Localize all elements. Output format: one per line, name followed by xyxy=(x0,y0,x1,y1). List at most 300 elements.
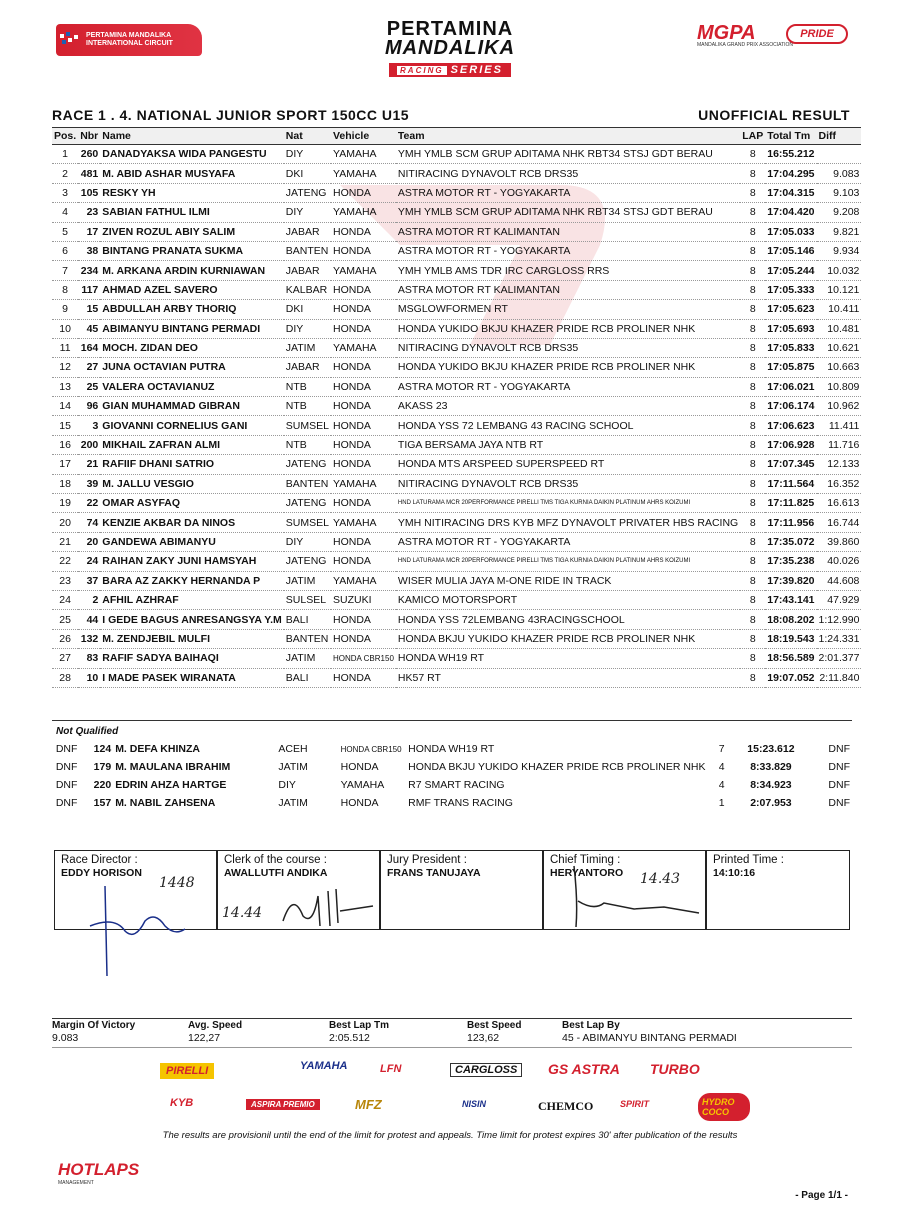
diff-cell: DNF xyxy=(828,797,850,809)
position-cell: 20 xyxy=(52,513,78,532)
position-cell: 4 xyxy=(52,203,78,222)
lap-cell: 4 xyxy=(718,761,725,773)
clerk-handwritten-time: 14.44 xyxy=(222,905,263,921)
clerk-signature-icon xyxy=(278,881,378,931)
position-cell: 24 xyxy=(52,590,78,609)
number-cell: 179 xyxy=(93,761,112,773)
team-cell: NITIRACING DYNAVOLT RCB DRS35 xyxy=(396,164,740,183)
margin-label: Margin Of Victory xyxy=(52,1020,136,1031)
table-row xyxy=(52,758,852,776)
lap-cell: 8 xyxy=(740,416,765,435)
sponsor-logo: YAMAHA xyxy=(300,1060,348,1072)
nationality-cell: JATIM xyxy=(278,761,308,773)
position-cell: 5 xyxy=(52,222,78,241)
avg-speed-label: Avg. Speed xyxy=(188,1020,243,1031)
team-cell: ASTRA MOTOR RT - YOGYAKARTA xyxy=(396,532,740,551)
table-row xyxy=(52,397,861,416)
table-row xyxy=(52,668,861,687)
diff-cell: 1:12.990 xyxy=(817,610,862,629)
table-row xyxy=(52,338,861,357)
diff-cell: 9.103 xyxy=(817,183,862,202)
results-table xyxy=(52,127,861,688)
table-row xyxy=(52,416,861,435)
sponsor-logo: HYDRO COCO xyxy=(698,1093,750,1121)
rider-name-cell: ABDULLAH ARBY THORIQ xyxy=(100,300,284,319)
diff-cell: 2:01.377 xyxy=(817,649,862,668)
vehicle-cell: HONDA CBR150 xyxy=(340,744,402,754)
nationality-cell: NTB xyxy=(284,377,331,396)
lap-cell: 8 xyxy=(740,183,765,202)
total-time-cell: 17:05.333 xyxy=(765,280,816,299)
team-cell: YMH NITIRACING DRS KYB MFZ DYNAVOLT PRIVATER HBS RACING xyxy=(396,513,740,532)
rider-name-cell: I MADE PASEK WIRANATA xyxy=(100,668,284,687)
nationality-cell: NTB xyxy=(284,397,331,416)
number-cell: 15 xyxy=(78,300,100,319)
position-cell: DNF xyxy=(55,779,78,791)
lap-cell: 8 xyxy=(740,455,765,474)
page-number: - Page 1/1 - xyxy=(795,1190,848,1201)
not-qualified-label: Not Qualified xyxy=(56,726,119,737)
col-total-time: Total Tm xyxy=(765,128,816,145)
number-cell: 220 xyxy=(93,779,112,791)
sponsor-logos xyxy=(150,1055,750,1127)
team-cell: HONDA MTS ARSPEED SUPERSPEED RT xyxy=(396,455,740,474)
rider-name-cell: MIKHAIL ZAFRAN ALMI xyxy=(100,435,284,454)
nationality-cell: DKI xyxy=(284,164,331,183)
table-row xyxy=(52,513,861,532)
vehicle-cell: HONDA xyxy=(331,377,396,396)
chief-timing-signature-icon xyxy=(564,861,704,929)
total-time-cell: 17:05.146 xyxy=(765,241,816,260)
team-cell: ASTRA MOTOR RT - YOGYAKARTA xyxy=(396,183,740,202)
rider-name-cell: M. DEFA KHINZA xyxy=(115,743,200,755)
diff-cell: 16.352 xyxy=(817,474,862,493)
table-row xyxy=(52,532,861,551)
rider-name-cell: GIAN MUHAMMAD GIBRAN xyxy=(100,397,284,416)
number-cell: 157 xyxy=(93,797,112,809)
best-lap-label: Best Lap Tm xyxy=(329,1020,390,1031)
team-cell: HONDA BKJU YUKIDO KHAZER PRIDE RCB PROLINER NHK xyxy=(396,629,740,648)
table-row xyxy=(52,740,852,758)
position-cell: 3 xyxy=(52,183,78,202)
diff-cell: 9.208 xyxy=(817,203,862,222)
total-time-cell: 17:05.693 xyxy=(765,319,816,338)
position-cell: 17 xyxy=(52,455,78,474)
lap-cell: 8 xyxy=(740,145,765,164)
page-header xyxy=(0,0,900,100)
position-cell: 28 xyxy=(52,668,78,687)
vehicle-cell: HONDA xyxy=(331,280,396,299)
series-badge xyxy=(389,63,511,77)
lap-cell: 8 xyxy=(740,649,765,668)
diff-cell: 12.133 xyxy=(817,455,862,474)
total-time-cell: 17:04.315 xyxy=(765,183,816,202)
total-time-cell: 17:39.820 xyxy=(765,571,816,590)
team-cell: WISER MULIA JAYA M-ONE RIDE IN TRACK xyxy=(396,571,740,590)
diff-cell: 10.663 xyxy=(817,358,862,377)
rider-name-cell: GIOVANNI CORNELIUS GANI xyxy=(100,416,284,435)
team-cell: HONDA YUKIDO BKJU KHAZER PRIDE RCB PROLINER NHK xyxy=(396,319,740,338)
nationality-cell: JATENG xyxy=(284,183,331,202)
table-row xyxy=(52,377,861,396)
vehicle-cell: HONDA xyxy=(331,300,396,319)
diff-cell: 16.613 xyxy=(817,494,862,513)
margin-value: 9.083 xyxy=(52,1032,79,1044)
vehicle-cell: HONDA xyxy=(331,435,396,454)
circuit-logo-text: PERTAMINA MANDALIKA INTERNATIONAL CIRCUIT xyxy=(86,32,173,47)
lap-cell: 8 xyxy=(740,377,765,396)
table-row xyxy=(52,358,861,377)
best-lap-by xyxy=(562,1020,737,1044)
number-cell: 260 xyxy=(78,145,100,164)
lap-cell: 8 xyxy=(740,474,765,493)
rider-name-cell: AFHIL AZHRAF xyxy=(100,590,284,609)
team-cell: ASTRA MOTOR RT KALIMANTAN xyxy=(396,222,740,241)
table-row xyxy=(52,164,861,183)
chief-timing-box xyxy=(543,850,706,930)
hotlaps-logo-text: HOTLAPS xyxy=(58,1160,140,1179)
total-time-cell: 17:05.875 xyxy=(765,358,816,377)
best-speed-label: Best Speed xyxy=(467,1020,522,1031)
team-cell: HND LATURAMA MCR 20PERFORMANCE PIRELLI TMS TIGA KURNIA DAIKIN PLATINUM AHRS KOIZUMI xyxy=(396,494,740,513)
lap-cell: 8 xyxy=(740,358,765,377)
number-cell: 105 xyxy=(78,183,100,202)
rider-name-cell: GANDEWA ABIMANYU xyxy=(100,532,284,551)
nationality-cell: BANTEN xyxy=(284,474,331,493)
nationality-cell: JABAR xyxy=(284,222,331,241)
diff-cell: 10.411 xyxy=(817,300,862,319)
nationality-cell: JATENG xyxy=(284,552,331,571)
team-cell: HND LATURAMA MCR 20PERFORMANCE PIRELLI TMS TIGA KURNIA DAIKIN PLATINUM AHRS KOIZUMI xyxy=(396,552,740,571)
team-cell: ASTRA MOTOR RT - YOGYAKARTA xyxy=(396,377,740,396)
total-time-cell: 19:07.052 xyxy=(765,668,816,687)
nationality-cell: SULSEL xyxy=(284,590,331,609)
race-director-signature-icon xyxy=(85,881,195,981)
vehicle-cell: YAMAHA xyxy=(331,513,396,532)
table-row xyxy=(52,183,861,202)
number-cell: 74 xyxy=(78,513,100,532)
vehicle-cell: HONDA xyxy=(331,183,396,202)
hotlaps-logo-subtext: MANAGEMENT xyxy=(58,1180,94,1186)
sponsor-logo: TURBO xyxy=(650,1061,700,1077)
clerk-box xyxy=(217,850,380,930)
total-time-cell: 17:05.623 xyxy=(765,300,816,319)
sponsor-logo: MFZ xyxy=(355,1097,382,1112)
nationality-cell: NTB xyxy=(284,435,331,454)
diff-cell: 40.026 xyxy=(817,552,862,571)
nationality-cell: JATIM xyxy=(278,797,308,809)
racing-label: RACING xyxy=(397,66,447,75)
lap-cell: 8 xyxy=(740,397,765,416)
printed-time-value: 14:10:16 xyxy=(713,867,756,879)
rider-name-cell: M. JALLU VESGIO xyxy=(100,474,284,493)
number-cell: 45 xyxy=(78,319,100,338)
diff-cell: 16.744 xyxy=(817,513,862,532)
printed-time-label: Printed Time : xyxy=(713,854,784,866)
diff-cell: 10.621 xyxy=(817,338,862,357)
vehicle-cell: HONDA xyxy=(331,668,396,687)
table-row xyxy=(52,571,861,590)
sponsor-logo: ASPIRA PREMIO xyxy=(246,1099,320,1110)
number-cell: 83 xyxy=(78,649,100,668)
total-time-cell: 17:05.244 xyxy=(765,261,816,280)
rider-name-cell: MOCH. ZIDAN DEO xyxy=(100,338,284,357)
rider-name-cell: EDRIN AHZA HARTGE xyxy=(115,779,227,791)
number-cell: 20 xyxy=(78,532,100,551)
total-time-cell: 18:08.202 xyxy=(765,610,816,629)
number-cell: 22 xyxy=(78,494,100,513)
best-lap-time xyxy=(329,1020,389,1044)
position-cell: 22 xyxy=(52,552,78,571)
rider-name-cell: JUNA OCTAVIAN PUTRA xyxy=(100,358,284,377)
position-cell: 7 xyxy=(52,261,78,280)
table-row xyxy=(52,610,861,629)
team-cell: HONDA WH19 RT xyxy=(396,649,740,668)
nationality-cell: ACEH xyxy=(278,743,308,755)
not-qualified-table xyxy=(52,740,852,812)
table-row xyxy=(52,474,861,493)
circuit-dots-icon xyxy=(60,32,82,48)
clerk-name: AWALLUTFI ANDIKA xyxy=(224,867,328,879)
lap-cell: 8 xyxy=(740,552,765,571)
number-cell: 37 xyxy=(78,571,100,590)
nationality-cell: BALI xyxy=(284,610,331,629)
total-time-cell: 17:06.623 xyxy=(765,416,816,435)
chief-timing-label: Chief Timing : xyxy=(550,854,621,866)
team-cell: HONDA BKJU YUKIDO KHAZER PRIDE RCB PROLINER NHK xyxy=(408,761,706,773)
total-time-cell: 17:06.021 xyxy=(765,377,816,396)
vehicle-cell: YAMAHA xyxy=(331,571,396,590)
jury-box xyxy=(380,850,543,930)
sponsor-logo: KYB xyxy=(170,1097,194,1109)
number-cell: 96 xyxy=(78,397,100,416)
lap-cell: 8 xyxy=(740,300,765,319)
best-lap-value: 2:05.512 xyxy=(329,1032,370,1044)
position-cell: 6 xyxy=(52,241,78,260)
vehicle-cell: SUZUKI xyxy=(331,590,396,609)
rider-name-cell: DANADYAKSA WIDA PANGESTU xyxy=(100,145,284,164)
table-row xyxy=(52,203,861,222)
rider-name-cell: ABIMANYU BINTANG PERMADI xyxy=(100,319,284,338)
nationality-cell: DKI xyxy=(284,300,331,319)
chief-timing-name: HERYANTORO xyxy=(550,867,624,879)
team-cell: MSGLOWFORMEN RT xyxy=(396,300,740,319)
total-time-cell: 18:19.543 xyxy=(765,629,816,648)
number-cell: 25 xyxy=(78,377,100,396)
total-time-cell: 17:04.295 xyxy=(765,164,816,183)
table-row xyxy=(52,629,861,648)
table-row xyxy=(52,222,861,241)
rider-name-cell: BARA AZ ZAKKY HERNANDA P xyxy=(100,571,284,590)
col-lap: LAP xyxy=(740,128,765,145)
vehicle-cell: HONDA xyxy=(331,358,396,377)
results-header-row xyxy=(52,128,861,145)
clerk-label: Clerk of the course : xyxy=(224,854,327,866)
vehicle-cell: YAMAHA xyxy=(331,164,396,183)
total-time-cell: 16:55.212 xyxy=(765,145,816,164)
vehicle-cell: HONDA xyxy=(331,552,396,571)
lap-cell: 8 xyxy=(740,435,765,454)
total-time-cell: 17:05.033 xyxy=(765,222,816,241)
race-director-handwritten-time: 1448 xyxy=(159,875,195,891)
vehicle-cell: HONDA xyxy=(331,455,396,474)
position-cell: DNF xyxy=(55,797,78,809)
vehicle-cell: HONDA xyxy=(331,610,396,629)
lap-cell: 8 xyxy=(740,668,765,687)
table-row xyxy=(52,455,861,474)
table-row xyxy=(52,794,852,812)
series-label: SERIES xyxy=(450,64,503,76)
result-status: UNOFFICIAL RESULT xyxy=(698,107,850,123)
printed-time-box xyxy=(706,850,850,930)
table-row xyxy=(52,649,861,668)
table-row xyxy=(52,590,861,609)
number-cell: 21 xyxy=(78,455,100,474)
rider-name-cell: I GEDE BAGUS ANRESANGSYA Y.M xyxy=(100,610,284,629)
diff-cell: 9.821 xyxy=(817,222,862,241)
total-time-cell: 17:35.238 xyxy=(765,552,816,571)
lap-cell: 8 xyxy=(740,280,765,299)
vehicle-cell: YAMAHA xyxy=(331,338,396,357)
table-row xyxy=(52,261,861,280)
total-time-cell: 17:06.928 xyxy=(765,435,816,454)
sponsor-logo: CARGLOSS xyxy=(450,1063,522,1077)
team-cell: AKASS 23 xyxy=(396,397,740,416)
nationality-cell: JABAR xyxy=(284,358,331,377)
total-time-cell: 17:05.833 xyxy=(765,338,816,357)
number-cell: 17 xyxy=(78,222,100,241)
diff-cell: 39.860 xyxy=(817,532,862,551)
position-cell: 11 xyxy=(52,338,78,357)
table-row xyxy=(52,241,861,260)
total-time-cell: 17:11.825 xyxy=(765,494,816,513)
team-cell: ASTRA MOTOR RT KALIMANTAN xyxy=(396,280,740,299)
lap-cell: 8 xyxy=(740,338,765,357)
race-stats xyxy=(52,1018,852,1048)
number-cell: 234 xyxy=(78,261,100,280)
race-director-box xyxy=(54,850,217,930)
nationality-cell: JATIM xyxy=(284,571,331,590)
position-cell: 8 xyxy=(52,280,78,299)
nationality-cell: SUMSEL xyxy=(284,513,331,532)
jury-name: FRANS TANUJAYA xyxy=(387,867,481,879)
position-cell: 9 xyxy=(52,300,78,319)
number-cell: 117 xyxy=(78,280,100,299)
nationality-cell: BALI xyxy=(284,668,331,687)
lap-cell: 8 xyxy=(740,203,765,222)
diff-cell: 9.934 xyxy=(817,241,862,260)
race-title: RACE 1 . 4. NATIONAL JUNIOR SPORT 150CC U15 xyxy=(52,107,410,123)
rider-name-cell: RAIHAN ZAKY JUNI HAMSYAH xyxy=(100,552,284,571)
position-cell: 10 xyxy=(52,319,78,338)
position-cell: 18 xyxy=(52,474,78,493)
rider-name-cell: AHMAD AZEL SAVERO xyxy=(100,280,284,299)
mgpa-logo xyxy=(697,22,793,48)
table-row xyxy=(52,435,861,454)
number-cell: 3 xyxy=(78,416,100,435)
lap-cell: 8 xyxy=(740,319,765,338)
col-pos: Pos. xyxy=(52,128,78,145)
total-time-cell: 2:07.953 xyxy=(750,797,792,809)
mandalika-circuit-logo xyxy=(56,24,202,56)
number-cell: 44 xyxy=(78,610,100,629)
number-cell: 124 xyxy=(93,743,112,755)
pride-logo: PRIDE xyxy=(786,24,848,44)
diff-cell: 10.032 xyxy=(817,261,862,280)
total-time-cell: 17:11.564 xyxy=(765,474,816,493)
total-time-cell: 8:33.829 xyxy=(750,761,792,773)
lap-cell: 8 xyxy=(740,164,765,183)
lap-cell: 8 xyxy=(740,261,765,280)
diff-cell: 1:24.331 xyxy=(817,629,862,648)
lap-cell: 8 xyxy=(740,241,765,260)
nationality-cell: DIY xyxy=(284,203,331,222)
table-row xyxy=(52,300,861,319)
number-cell: 10 xyxy=(78,668,100,687)
sponsor-logo: LFN xyxy=(380,1063,402,1075)
table-row xyxy=(52,776,852,794)
col-diff: Diff xyxy=(817,128,862,145)
position-cell: 25 xyxy=(52,610,78,629)
col-nbr: Nbr xyxy=(78,128,100,145)
diff-cell: 10.809 xyxy=(817,377,862,396)
vehicle-cell: HONDA xyxy=(331,494,396,513)
position-cell: 1 xyxy=(52,145,78,164)
nq-divider xyxy=(52,720,852,721)
team-cell: YMH YMLB AMS TDR IRC CARGLOSS RRS xyxy=(396,261,740,280)
position-cell: 26 xyxy=(52,629,78,648)
total-time-cell: 18:56.589 xyxy=(765,649,816,668)
rider-name-cell: SABIAN FATHUL ILMI xyxy=(100,203,284,222)
team-cell: ASTRA MOTOR RT - YOGYAKARTA xyxy=(396,241,740,260)
position-cell: 13 xyxy=(52,377,78,396)
sponsor-logo: NISIN xyxy=(462,1099,487,1109)
lap-cell: 4 xyxy=(718,779,725,791)
best-lap-by-value: 45 - ABIMANYU BINTANG PERMADI xyxy=(562,1032,737,1044)
total-time-cell: 8:34.923 xyxy=(750,779,792,791)
best-speed xyxy=(467,1020,521,1044)
chief-timing-handwritten-time: 14.43 xyxy=(640,871,681,887)
sponsor-logo: PIRELLI xyxy=(160,1063,214,1079)
position-cell: 12 xyxy=(52,358,78,377)
nationality-cell: DIY xyxy=(284,319,331,338)
total-time-cell: 17:07.345 xyxy=(765,455,816,474)
race-director-name: EDDY HORISON xyxy=(61,867,142,879)
table-row xyxy=(52,494,861,513)
diff-cell xyxy=(817,145,862,164)
series-title-line2: MANDALIKA xyxy=(384,37,516,59)
team-cell: NITIRACING DYNAVOLT RCB DRS35 xyxy=(396,474,740,493)
sponsor-logo: GS ASTRA xyxy=(548,1061,620,1077)
series-logo xyxy=(340,18,560,78)
vehicle-cell: YAMAHA xyxy=(340,779,385,791)
diff-cell: DNF xyxy=(828,743,850,755)
margin-of-victory xyxy=(52,1020,135,1044)
best-lap-by-label: Best Lap By xyxy=(562,1020,620,1031)
col-team: Team xyxy=(396,128,740,145)
position-cell: 15 xyxy=(52,416,78,435)
avg-speed-value: 122,27 xyxy=(188,1032,221,1044)
nq-body xyxy=(52,740,852,812)
lap-cell: 8 xyxy=(740,513,765,532)
avg-speed xyxy=(188,1020,242,1044)
number-cell: 23 xyxy=(78,203,100,222)
diff-cell: 9.083 xyxy=(817,164,862,183)
team-cell: YMH YMLB SCM GRUP ADITAMA NHK RBT34 STSJ GDT BERAU xyxy=(396,145,740,164)
team-cell: HONDA YUKIDO BKJU KHAZER PRIDE RCB PROLINER NHK xyxy=(396,358,740,377)
table-row xyxy=(52,145,861,164)
nationality-cell: DIY xyxy=(284,532,331,551)
